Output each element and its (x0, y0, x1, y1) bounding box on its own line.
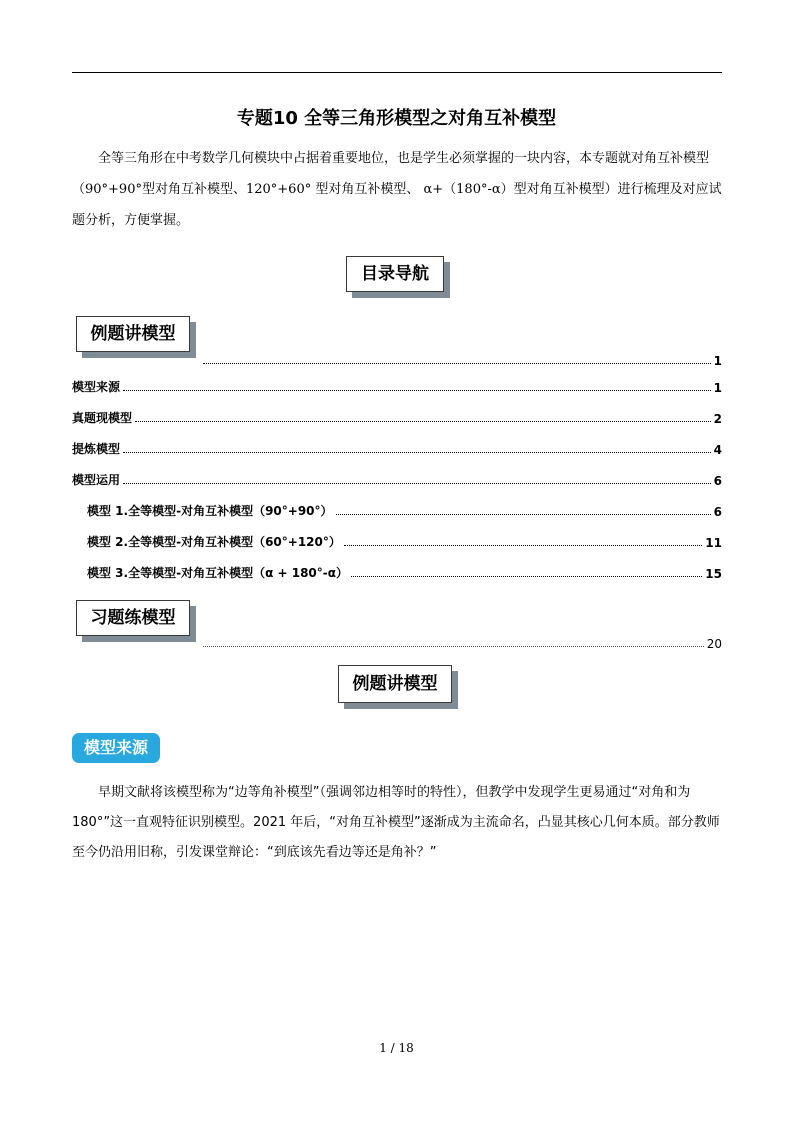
toc-section1-box[interactable] (76, 316, 190, 352)
section-heading: 例题讲模型 (352, 674, 438, 694)
toc-dots (203, 646, 704, 647)
toc-dots (135, 421, 711, 422)
toc-item-apply[interactable] (72, 468, 722, 488)
toc-subitem-label: 模型 2.全等模型-对角互补模型（60°+120°） (87, 535, 341, 549)
toc-item-real-exam[interactable] (72, 406, 722, 426)
toc-section2-leader[interactable] (200, 631, 722, 651)
toc-subitem-label: 模型 1.全等模型-对角互补模型（90°+90°） (87, 504, 333, 518)
toc-dots (123, 483, 711, 484)
toc-page-number: 6 (713, 505, 722, 519)
toc-dots (336, 514, 711, 515)
toc-subitem-label: 模型 3.全等模型-对角互补模型（α + 180°-α） (87, 566, 348, 580)
toc-section2-label: 习题练模型 (90, 608, 176, 628)
toc-page-number: 15 (705, 567, 722, 581)
header-rule (72, 72, 722, 73)
toc-item-source[interactable] (72, 375, 722, 395)
toc-section2-box[interactable] (76, 600, 190, 636)
toc-item-label: 提炼模型 (72, 442, 121, 456)
toc-item-label: 模型来源 (72, 380, 121, 394)
toc-page-number: 20 (706, 637, 722, 651)
body-paragraph: 早期文献将该模型称为“边等角补模型”（强调邻边相等时的特性），但教学中发现学生更易通过“对角和为180°”这一直观特征识别模型。2021 年后，“对角互补模型”逐渐成为主流命名，凸显其核心几何本质。部分教师至今仍沿用旧称，引发课堂辩论：“到底该先看边等还是角补？” (72, 785, 720, 860)
page-number-footer: 1 / 18 (379, 1041, 414, 1055)
toc-page-number: 2 (713, 412, 722, 426)
toc-subitem-model3[interactable] (87, 561, 722, 581)
toc-page-number: 1 (713, 354, 722, 368)
toc-subitem-model2[interactable] (87, 530, 722, 550)
toc-subitem-model1[interactable] (87, 499, 722, 519)
toc-dots (203, 363, 711, 364)
nav-heading-box (346, 256, 444, 292)
toc-item-label: 真题现模型 (72, 411, 133, 425)
toc-item-label: 模型运用 (72, 473, 121, 487)
toc-section1-label: 例题讲模型 (90, 324, 176, 344)
toc-section1-leader[interactable] (200, 348, 722, 368)
intro-paragraph: 全等三角形在中考数学几何模块中占据着重要地位，也是学生必须掌握的一块内容，本专题就对角互补模型（90°+90°型对角互补模型、120°+60° 型对角互补模型、 α+（180°-α）型对角互补模型）进行梳理及对应试题分析，方便掌握。 (72, 151, 722, 228)
toc-dots (123, 390, 711, 391)
toc-page-number: 4 (713, 443, 722, 457)
toc-dots (123, 452, 711, 453)
page-title: 专题10 全等三角形模型之对角互补模型 (236, 108, 557, 129)
toc-dots (351, 576, 702, 577)
model-source-tag: 模型来源 (72, 733, 160, 763)
toc-item-refine[interactable] (72, 437, 722, 457)
nav-heading: 目录导航 (361, 264, 429, 284)
toc-page-number: 6 (713, 474, 722, 488)
section-heading-box (338, 665, 452, 703)
toc-dots (344, 545, 702, 546)
toc-page-number: 11 (705, 536, 722, 550)
toc-page-number: 1 (713, 381, 722, 395)
